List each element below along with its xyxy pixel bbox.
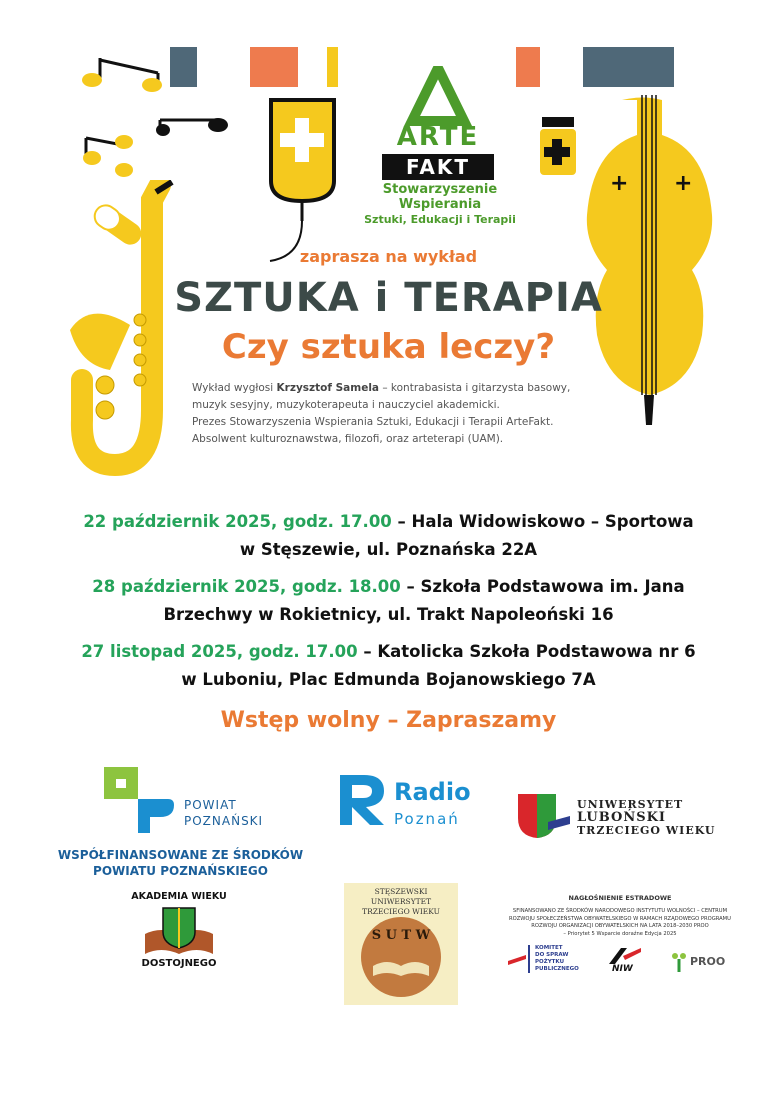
niw-logo-icon xyxy=(607,946,643,966)
lecture-line-3: Prezes Stowarzyszenia Wspierania Sztuki, Edukacji i Terapii ArteFakt. xyxy=(192,416,554,428)
niw-label: NIW xyxy=(612,964,633,974)
niw-body: SFINANSOWANO ZE ŚRODKÓW NARODOWEGO INSTYTUTU WOLNOŚCI – CENTRUM ROZWOJU SPOŁECZEŃSTWA OBYWATELSKIEGO W RAMACH RZĄDOWEGO PROGRAMU ROZWOJU ORGANIZACJI OBYWATELSKICH NA LATA 2018–2030 PROO – Priorytet 5 Wsparcie doraźne Edycja 2025 xyxy=(509,908,731,937)
svg-text:+: + xyxy=(674,171,693,196)
page-title: SZTUKA i TERAPIA xyxy=(174,275,603,321)
event-item xyxy=(40,638,737,694)
color-bar-slate-right xyxy=(583,47,674,87)
utw-name: UNIWERSYTET LUBOŃSKI TRZECIEGO WIEKU xyxy=(577,798,716,837)
iv-bag-icon xyxy=(265,96,340,266)
logo-caption xyxy=(330,182,550,227)
poland-flag-icon xyxy=(508,953,526,967)
logo-line-2: Wspierania xyxy=(398,197,482,212)
entry-free-text: Wstęp wolny – Zapraszamy xyxy=(220,708,557,733)
niw-title: NAGŁOŚNIENIE ESTRADOWE xyxy=(568,894,672,902)
lecture-description xyxy=(192,380,612,448)
color-bar-peach-left xyxy=(250,47,298,87)
radio-name: Radio xyxy=(394,778,471,806)
powiat-name: POWIAT POZNAŃSKI xyxy=(184,798,264,828)
logo-fakt-text: FAKT xyxy=(406,155,470,179)
sutw-book-icon xyxy=(358,914,444,1000)
akademia-title: AKADEMIA WIEKU xyxy=(131,891,227,902)
event-item xyxy=(40,573,737,629)
event-address: w Stęszewie, ul. Poznańska 22A xyxy=(239,540,538,559)
radio-logo-icon xyxy=(336,771,388,827)
powiat-logo-icon xyxy=(104,767,184,837)
medicine-bottle-icon xyxy=(538,117,578,177)
lecture-line-4: Absolwent kulturoznawstwa, filozofi, oraz arteterapi (UAM). xyxy=(192,433,504,445)
event-place: – Hala Widowiskowo – Sportowa xyxy=(391,512,694,531)
event-date: 28 październik 2025, godz. 18.00 xyxy=(92,577,401,596)
speaker-name: Krzysztof Samela xyxy=(276,382,379,394)
lecture-line-2: muzyk sesyjny, muzykoterapeuta i nauczyciel akademicki. xyxy=(192,399,500,411)
sutw-title: STĘSZEWSKI UNIWERSYTET TRZECIEGO WIEKU xyxy=(362,887,440,916)
cofinanced-note: WSPÓŁFINANSOWANE ZE ŚRODKÓW POWIATU POZNAŃSKIEGO xyxy=(57,848,304,878)
logo-line-3: Sztuki, Edukacji i Terapii xyxy=(364,213,516,226)
event-date: 27 listopad 2025, godz. 17.00 xyxy=(81,642,358,661)
event-item xyxy=(40,508,737,564)
sutw-letters: S U T W xyxy=(371,928,431,943)
akademia-crest-icon xyxy=(143,904,215,958)
event-address: Brzechwy w Rokietnicy, ul. Trakt Napoleoński 16 xyxy=(163,605,614,624)
akademia-subtitle: DOSTOJNEGO xyxy=(141,958,217,969)
proo-label: PROO xyxy=(690,955,726,968)
lecture-line-1: Wykład wygłosi Krzysztof Samela – kontrabasista i gitarzysta basowy, xyxy=(192,382,571,394)
event-place: – Szkoła Podstawowa im. Jana xyxy=(400,577,685,596)
svg-text:+: + xyxy=(610,171,629,196)
lubon-crest-icon xyxy=(516,792,571,840)
kpp-logo: KOMITET DO SPRAW POŻYTKU PUBLICZNEGO xyxy=(528,945,595,973)
color-bar-peach-right xyxy=(516,47,540,87)
event-place: – Katolicka Szkoła Podstawowa nr 6 xyxy=(357,642,696,661)
radio-city: Poznań xyxy=(394,810,460,828)
logo-art-text: ARTE xyxy=(396,122,480,152)
music-notes-icon xyxy=(78,58,238,188)
logo-line-1: Stowarzyszenie xyxy=(382,182,498,197)
event-address: w Luboniu, Plac Edmunda Bojanowskiego 7A xyxy=(181,670,596,689)
proo-logo-icon xyxy=(670,951,688,973)
page-subtitle: Czy sztuka leczy? xyxy=(221,327,556,367)
invite-text: zaprasza na wykład xyxy=(299,247,478,266)
color-bar-yellow xyxy=(327,47,338,87)
event-date: 22 październik 2025, godz. 17.00 xyxy=(83,512,392,531)
